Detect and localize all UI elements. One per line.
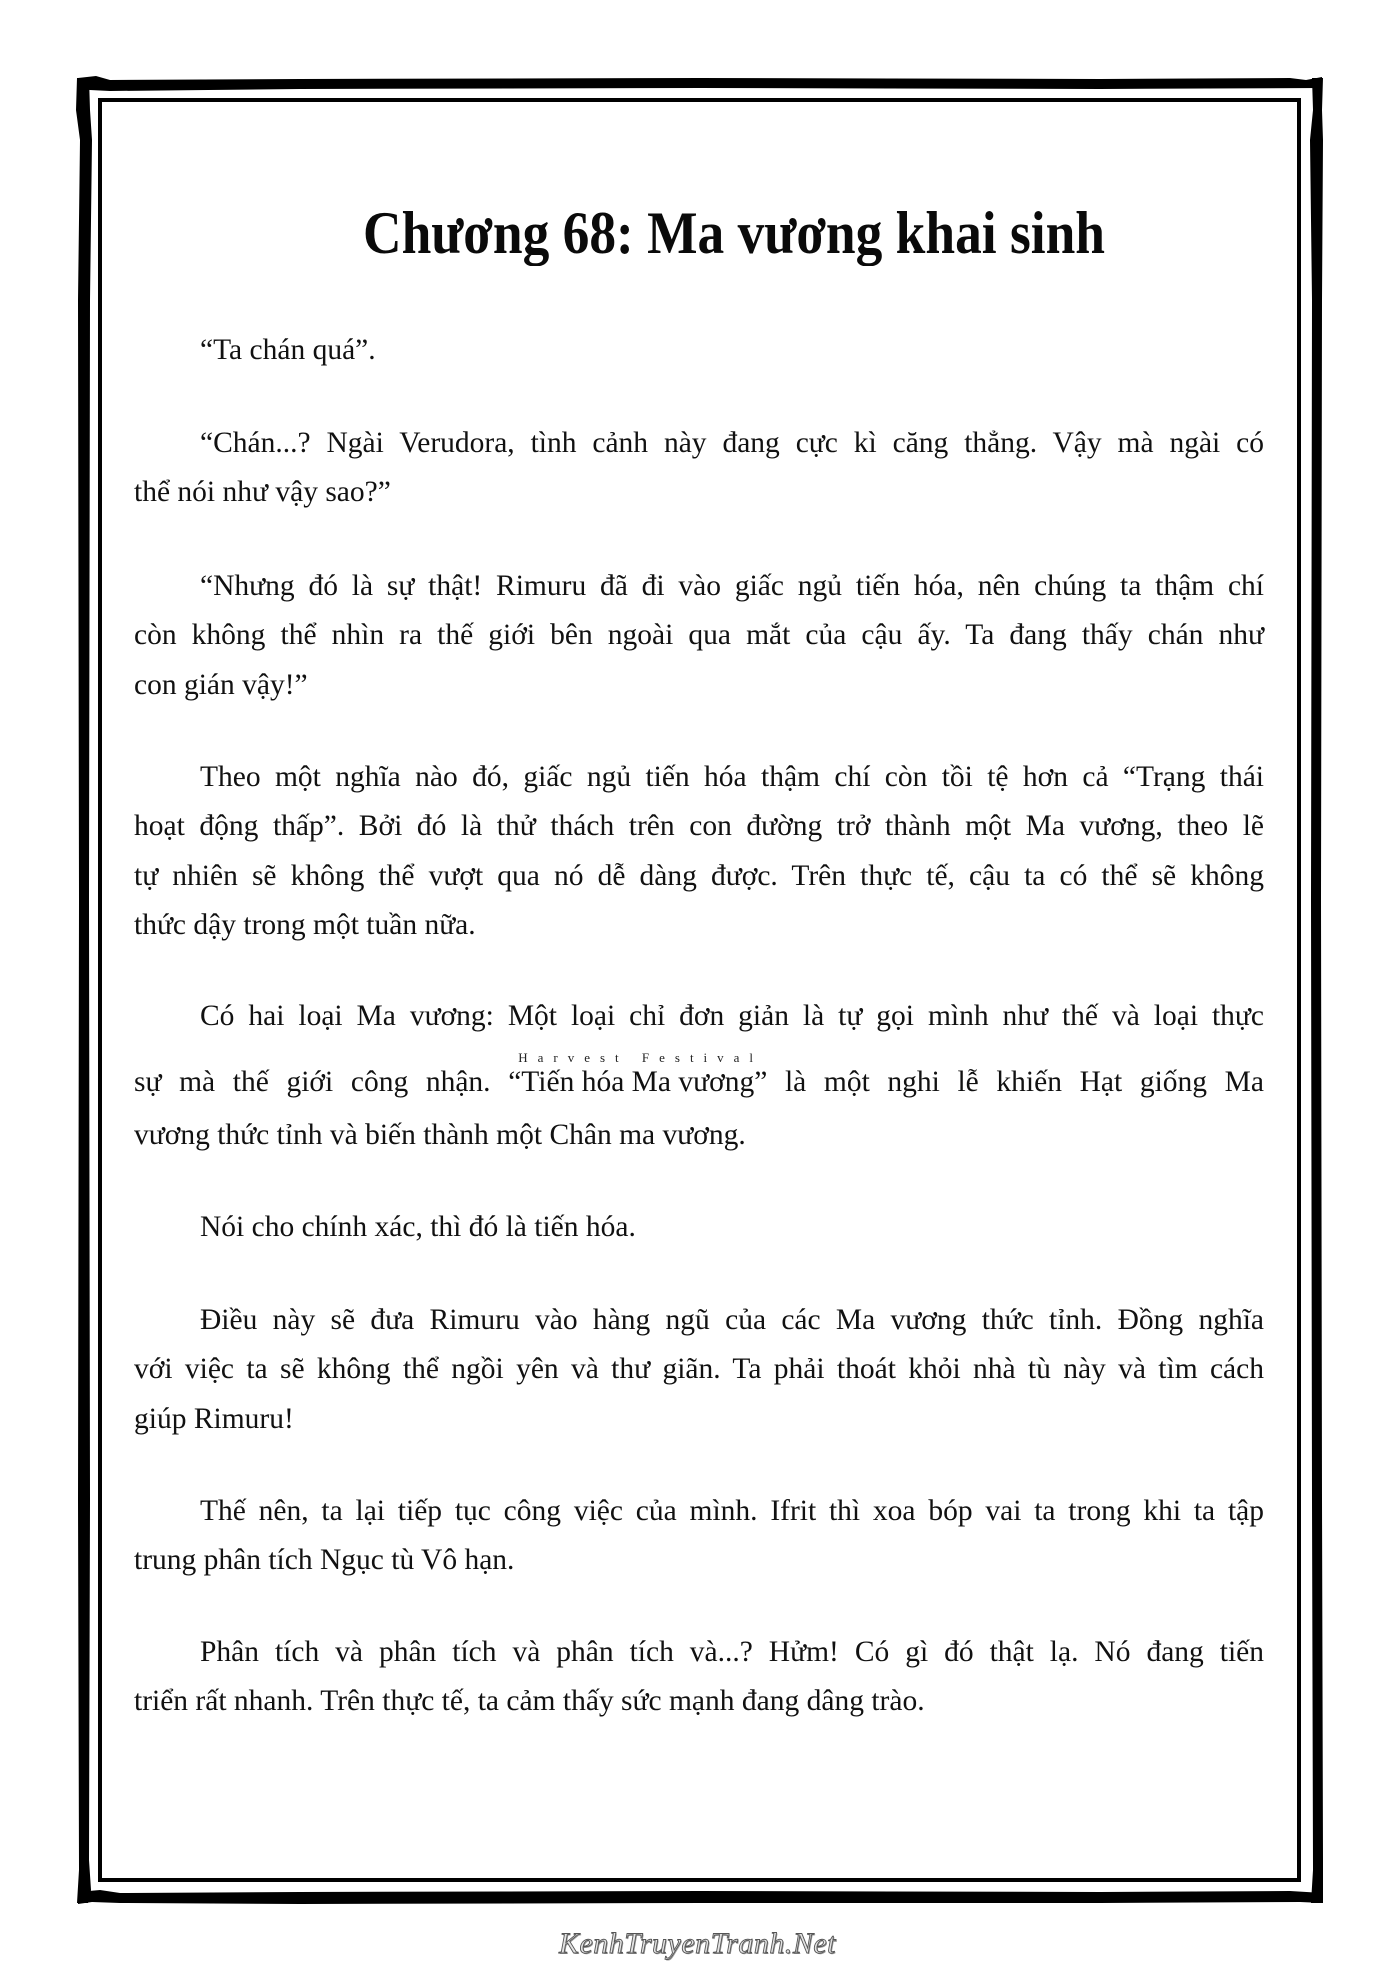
text-line: còn không thể nhìn ra thế giới bên ngoài qua mắt của cậu ấy. Ta đang thấy chán như [134,619,1264,651]
paragraph [134,562,1264,711]
text-line: hoạt động thấp”. Bởi đó là thử thách trên con đường trở thành một Ma vương, theo lẽ [134,810,1264,842]
text-line: Thế nên, ta lại tiếp tục công việc của mình. Ifrit thì xoa bóp vai ta trong khi ta tập [200,1494,1264,1527]
text-line: Phân tích và phân tích và phân tích và...? Hửm! Có gì đó thật lạ. Nó đang tiến [200,1635,1264,1668]
text-line: Nói cho chính xác, thì đó là tiến hóa. [200,1210,636,1243]
outer-border-left [76,78,92,1903]
text-line: tự nhiên sẽ không thể vượt qua nó dễ dàng được. Trên thực tế, cậu ta có thể sẽ không [134,859,1264,892]
ruby-base-term [508,1049,768,1108]
text-line: Có hai loại Ma vương: Một loại chỉ đơn giản là tự gọi mình như thế và loại thực [200,999,1264,1032]
outer-border-right [1310,78,1323,1903]
ruby-base-text: “Tiến hóa Ma vương” [508,1065,768,1098]
text-segment: sự mà thế giới công nhận. [134,1065,509,1098]
paragraph [134,1628,1264,1727]
text-line: vương thức tỉnh và biến thành một Chân ma vương. [134,1118,746,1151]
paragraph [134,1296,1264,1445]
text-line-with-ruby [134,1049,1264,1108]
site-watermark-logo: KenhTruyenTranh.Net [558,1927,837,1960]
paragraph [134,753,1264,951]
paragraph [134,992,1264,1161]
ruby-annotation: Harvest Festival [518,1049,764,1065]
text-line: “Chán...? Ngài Verudora, tình cảnh này đang cực kì căng thẳng. Vậy mà ngài có [200,426,1264,459]
text-line: Theo một nghĩa nào đó, giấc ngủ tiến hóa thậm chí còn tồi tệ hơn cả “Trạng thái [200,760,1264,793]
text-line: con gián vậy!” [134,668,308,701]
text-line: triển rất nhanh. Trên thực tế, ta cảm thấy sức mạnh đang dâng trào. [134,1685,925,1717]
paragraph [134,419,1264,518]
text-line: với việc ta sẽ không thể ngồi yên và thư giãn. Ta phải thoát khỏi nhà tù này và tìm cách [134,1353,1264,1385]
text-line: thức dậy trong một tuần nữa. [134,909,476,941]
text-line: Điều này sẽ đưa Rimuru vào hàng ngũ của các Ma vương thức tỉnh. Đồng nghĩa [200,1303,1264,1336]
text-line: thể nói như vậy sao?” [134,476,391,508]
chapter-title: Chương 68: Ma vương khai sinh [363,200,1105,266]
paragraph [134,1487,1264,1586]
text-line: giúp Rimuru! [134,1402,294,1435]
text-line: “Nhưng đó là sự thật! Rimuru đã đi vào giấc ngủ tiến hóa, nên chúng ta thậm chí [200,569,1264,602]
text-line: trung phân tích Ngục tù Vô hạn. [134,1544,515,1576]
text-segment: là một nghi lễ khiến Hạt giống Ma [767,1065,1264,1098]
outer-border-top [78,76,1322,91]
paragraph [134,1203,1264,1253]
outer-border-bottom [78,1890,1323,1904]
text-line: “Ta chán quá”. [200,333,376,366]
paragraph [134,326,1264,376]
